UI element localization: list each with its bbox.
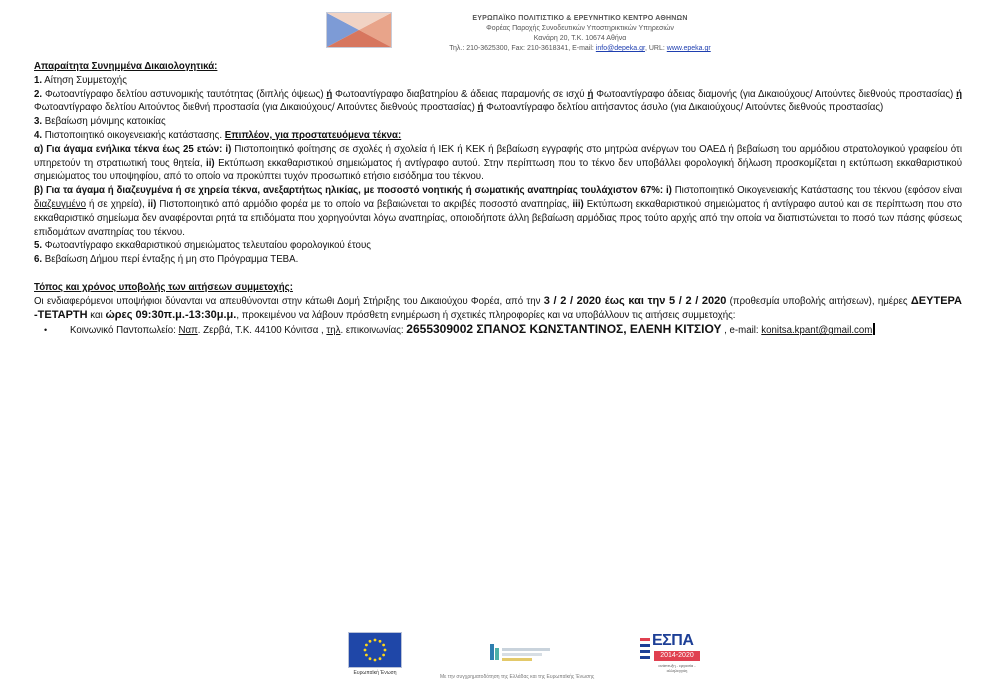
doc-item-2-or-2: ή [587,88,594,100]
place-name: Κοινωνικό Παντοπωλείο: [70,325,179,337]
submission-outro: , προκειμένου να λάβουν πρόσθετη ενημέρωση ή σχετικές πληροφορίες και να υποβάλλουν τις αιτήσεις συμμετοχής: [236,309,736,321]
organization-contact [410,44,750,54]
espa-tagline: ανάπτυξη - εργασία - αλληλεγγύη [658,663,696,673]
doc-item-5-num: 5. [34,240,43,252]
submission-intro: Οι ενδιαφερόμενοι υποψήφιοι δύνανται να απευθύνονται στην κάτωθι Δομή Στήριξης του Δικαιούχου Φορέα, από την [34,295,544,307]
doc-sub-b-part-2: Πιστοποιητικό από αρμόδιο φορέα με το οποίο να βεβαιώνεται το ακριβές ποσοστό αναπηρίας, [156,198,573,210]
submission-title: Τόπος και χρόνος υποβολής των αιτήσεων συμμετοχής: [34,281,293,293]
doc-sub-a-part-1: Πιστοποιητικό φοίτησης σε σχολές ή σχολεία ή ΙΕΚ ή ΚΕΚ ή βεβαίωση εγγραφής στο μητρώα ανέργων του ΟΑΕΔ ή βεβαίωση του αρμόδιου στρατολογικού γραφείου ότι υπηρετούν τη στρατιωτική τους θητεία, [34,143,962,169]
doc-sub-a-part-2: Εκτύπωση εκκαθαριστικού σημειώματος ή αντίγραφο αυτού. Στην περίπτωση που το τέκνο δεν υποβάλλει φορολογική δήλωση προσκομίζεται η εκτύπωση εκκαθαριστικού σημειώματος του υποψηφίου, από το οποίο να προκύπτει τυχόν προσωπικό ετήσιο εισόδημα του τέκνου. [34,157,962,183]
doc-item-1 [34,74,962,88]
doc-item-5 [34,239,962,253]
email-prefix: , e-mail: [721,325,762,337]
submission-place-item [44,323,962,338]
doc-item-1-num: 1. [34,74,43,86]
doc-item-2 [34,88,962,116]
doc-item-4-extra: Επιπλέον, για προστατευόμενα τέκνα: [224,129,402,141]
header-url-link[interactable]: www.epeka.gr [666,45,711,52]
url-prefix: , URL: [644,45,667,52]
espa-stripes-icon [640,636,652,666]
eu-logo [348,632,402,680]
organization-subtitle: Φορέας Παροχής Συνοδευτικών Υποστηρικτικών Υπηρεσιών [486,25,674,32]
doc-item-2-or-1: ή [326,88,333,100]
contact-email-link[interactable]: konitsa.kpant@gmail.com [761,325,873,337]
submission-date-to: 5 / 2 / 2020 [665,294,727,307]
doc-item-2-or-3: ή [956,88,962,100]
doc-sub-b-divorced: διαζευγμένο [34,198,87,210]
doc-sub-a [34,143,962,184]
submission-paragraph [34,295,962,323]
phone-and-names: 2655309002 ΣΠΑΝΟΣ ΚΩΝΣΤΑΝΤΙΝΟΣ, ΕΛΕΝΗ ΚΙΤΣΙΟΥ [406,322,722,337]
header-text [410,14,750,54]
organization-logo [326,12,392,48]
doc-item-4-num: 4. [34,129,43,141]
doc-item-2-part-d: Φωτοαντίγραφο δελτίου Αιτούντος διεθνή προστασία (για Δικαιούχους/ Αιτούντες διεθνούς προστασίας) [34,102,478,114]
doc-sub-b-i: i) [665,185,672,197]
documents-title: Απαραίτητα Συνημμένα Δικαιολογητικά: [34,61,218,72]
doc-item-4 [34,129,962,143]
doc-sub-b-part-1b: ή σε χηρεία), [86,198,148,210]
doc-sub-b [34,184,962,239]
doc-item-2-part-c: Φωτοαντίγραφο άδειας διαμονής (για Δικαιούχους/ Αιτούντες διεθνούς προστασίας) [593,88,957,100]
submission-until: έως και την [604,294,666,307]
doc-item-2-part-b: Φωτοαντίγραφο διαβατηρίου & άδειας παραμονής σε ισχύ [332,88,588,100]
doc-sub-a-i: i) [225,143,232,155]
submission-days: ΔΕΥΤΕΡΑ -ΤΕΤΑΡΤΗ [34,294,962,321]
footer-logos [0,630,1000,680]
submission-date-from: 3 / 2 / 2020 [543,294,605,307]
doc-sub-b-ii: ii) [147,198,157,210]
doc-item-2-or-4: ή [477,102,484,114]
eu-flag-icon [348,632,402,668]
footer-note: Με την συγχρηματοδότηση της Ελλάδας και της Ευρωπαϊκής Ένωσης [440,674,595,680]
doc-item-1-text: Αίτηση Συμμετοχής [42,74,127,86]
document-header [326,12,746,54]
doc-item-6-text: Βεβαίωση Δήμου περί ένταξης ή μη στο Πρόγραμμα ΤΕΒΑ. [42,254,299,266]
doc-item-3-num: 3. [34,116,43,128]
section-spacer [34,267,962,281]
espa-title: ΕΣΠΑ [652,632,694,649]
doc-item-3-text: Βεβαίωση μόνιμης κατοικίας [42,116,166,128]
programme-icon [490,642,554,664]
place-address-rest: . Ζερβά, Τ.Κ. 44100 Κόνιτσα , [197,325,327,337]
text-cursor [873,323,875,335]
doc-item-5-text: Φωτοαντίγραφο εκκαθαριστικού σημειώματος τελευταίου φορολογικού έτους [42,240,371,252]
doc-item-6 [34,253,962,267]
submission-place-text [70,323,875,338]
organization-name: ΕΥΡΩΠΑΪΚΟ ΠΟΛΙΤΙΣΤΙΚΟ & ΕΡΕΥΝΗΤΙΚΟ ΚΕΝΤΡΟ ΑΘΗΝΩΝ [472,15,688,22]
submission-deadline-note: (προθεσμία υποβολής αιτήσεων), ημέρες [726,295,911,307]
doc-item-2-num: 2. [34,88,43,100]
contact-prefix: Τηλ.: 210-3625300, Fax: 210-3618341, E-mail: [449,45,596,52]
submission-and: και [87,309,106,321]
operational-programme-logo [490,642,554,664]
espa-logo [640,634,700,676]
bullet-icon: • [44,325,48,336]
doc-sub-b-part-1: Πιστοποιητικό Οικογενειακής Κατάστασης του τέκνου (εφόσον είναι [671,185,962,197]
doc-sub-b-label: β) Για τα άγαμα ή διαζευγμένα ή σε χηρεία τέκνα, ανεξαρτήτως ηλικίας, με ποσοστό νοητικής ή σωματικής αναπηρίας τουλάχιστον 67%: [34,185,666,197]
organization-address: Κανάρη 20, Τ.Κ. 10674 Αθήνα [533,35,627,42]
phone-label-rest: . επικοινωνίας: [340,325,407,337]
doc-sub-b-iii: iii) [572,198,584,210]
eu-label: Ευρωπαϊκή Ένωση [353,670,397,676]
doc-sub-a-label: α) Για άγαμα ενήλικα τέκνα έως 25 ετών: [34,143,226,155]
header-email-link[interactable]: info@depeka.gr [595,45,645,52]
doc-item-4-text: Πιστοποιητικό οικογενειακής κατάστασης. [42,129,225,141]
doc-item-3 [34,115,962,129]
espa-years: 2014-2020 [654,651,700,661]
phone-label: τηλ [326,325,341,337]
doc-item-2-part-e: Φωτοαντίγραφο δελτίου αιτήσαντος άσυλο (για Δικαιούχους/ Αιτούντες διεθνούς προστασίας) [483,102,884,114]
submission-hours: ώρες 09:30π.μ.-13:30μ.μ. [105,308,237,321]
doc-item-6-num: 6. [34,254,43,266]
organization-logo-icon [327,13,391,47]
place-street: Ναπ [178,325,198,337]
doc-sub-b-part-3: Εκτύπωση εκκαθαριστικού σημειώματος ή αντίγραφο αυτού και σε περίπτωση που στο εκκαθαριστικό σημείωμα δεν αναφέρονται ρητά τα επιδόματα που χορηγούνται λόγω αναπηρίας, οποιοδήποτε άλλη βεβαίωση αρμόδιας προς τούτο αρχής από την οποία να διαπιστώνεται το ποσό των πάσης φύσεως επιδομάτων αναπηρίας του τέκνου. [34,198,962,238]
doc-item-2-part-a: Φωτοαντίγραφο δελτίου αστυνομικής ταυτότητας (διπλής όψεως) [42,88,327,100]
document-body [34,60,962,338]
doc-sub-a-ii: ii) [206,157,215,169]
